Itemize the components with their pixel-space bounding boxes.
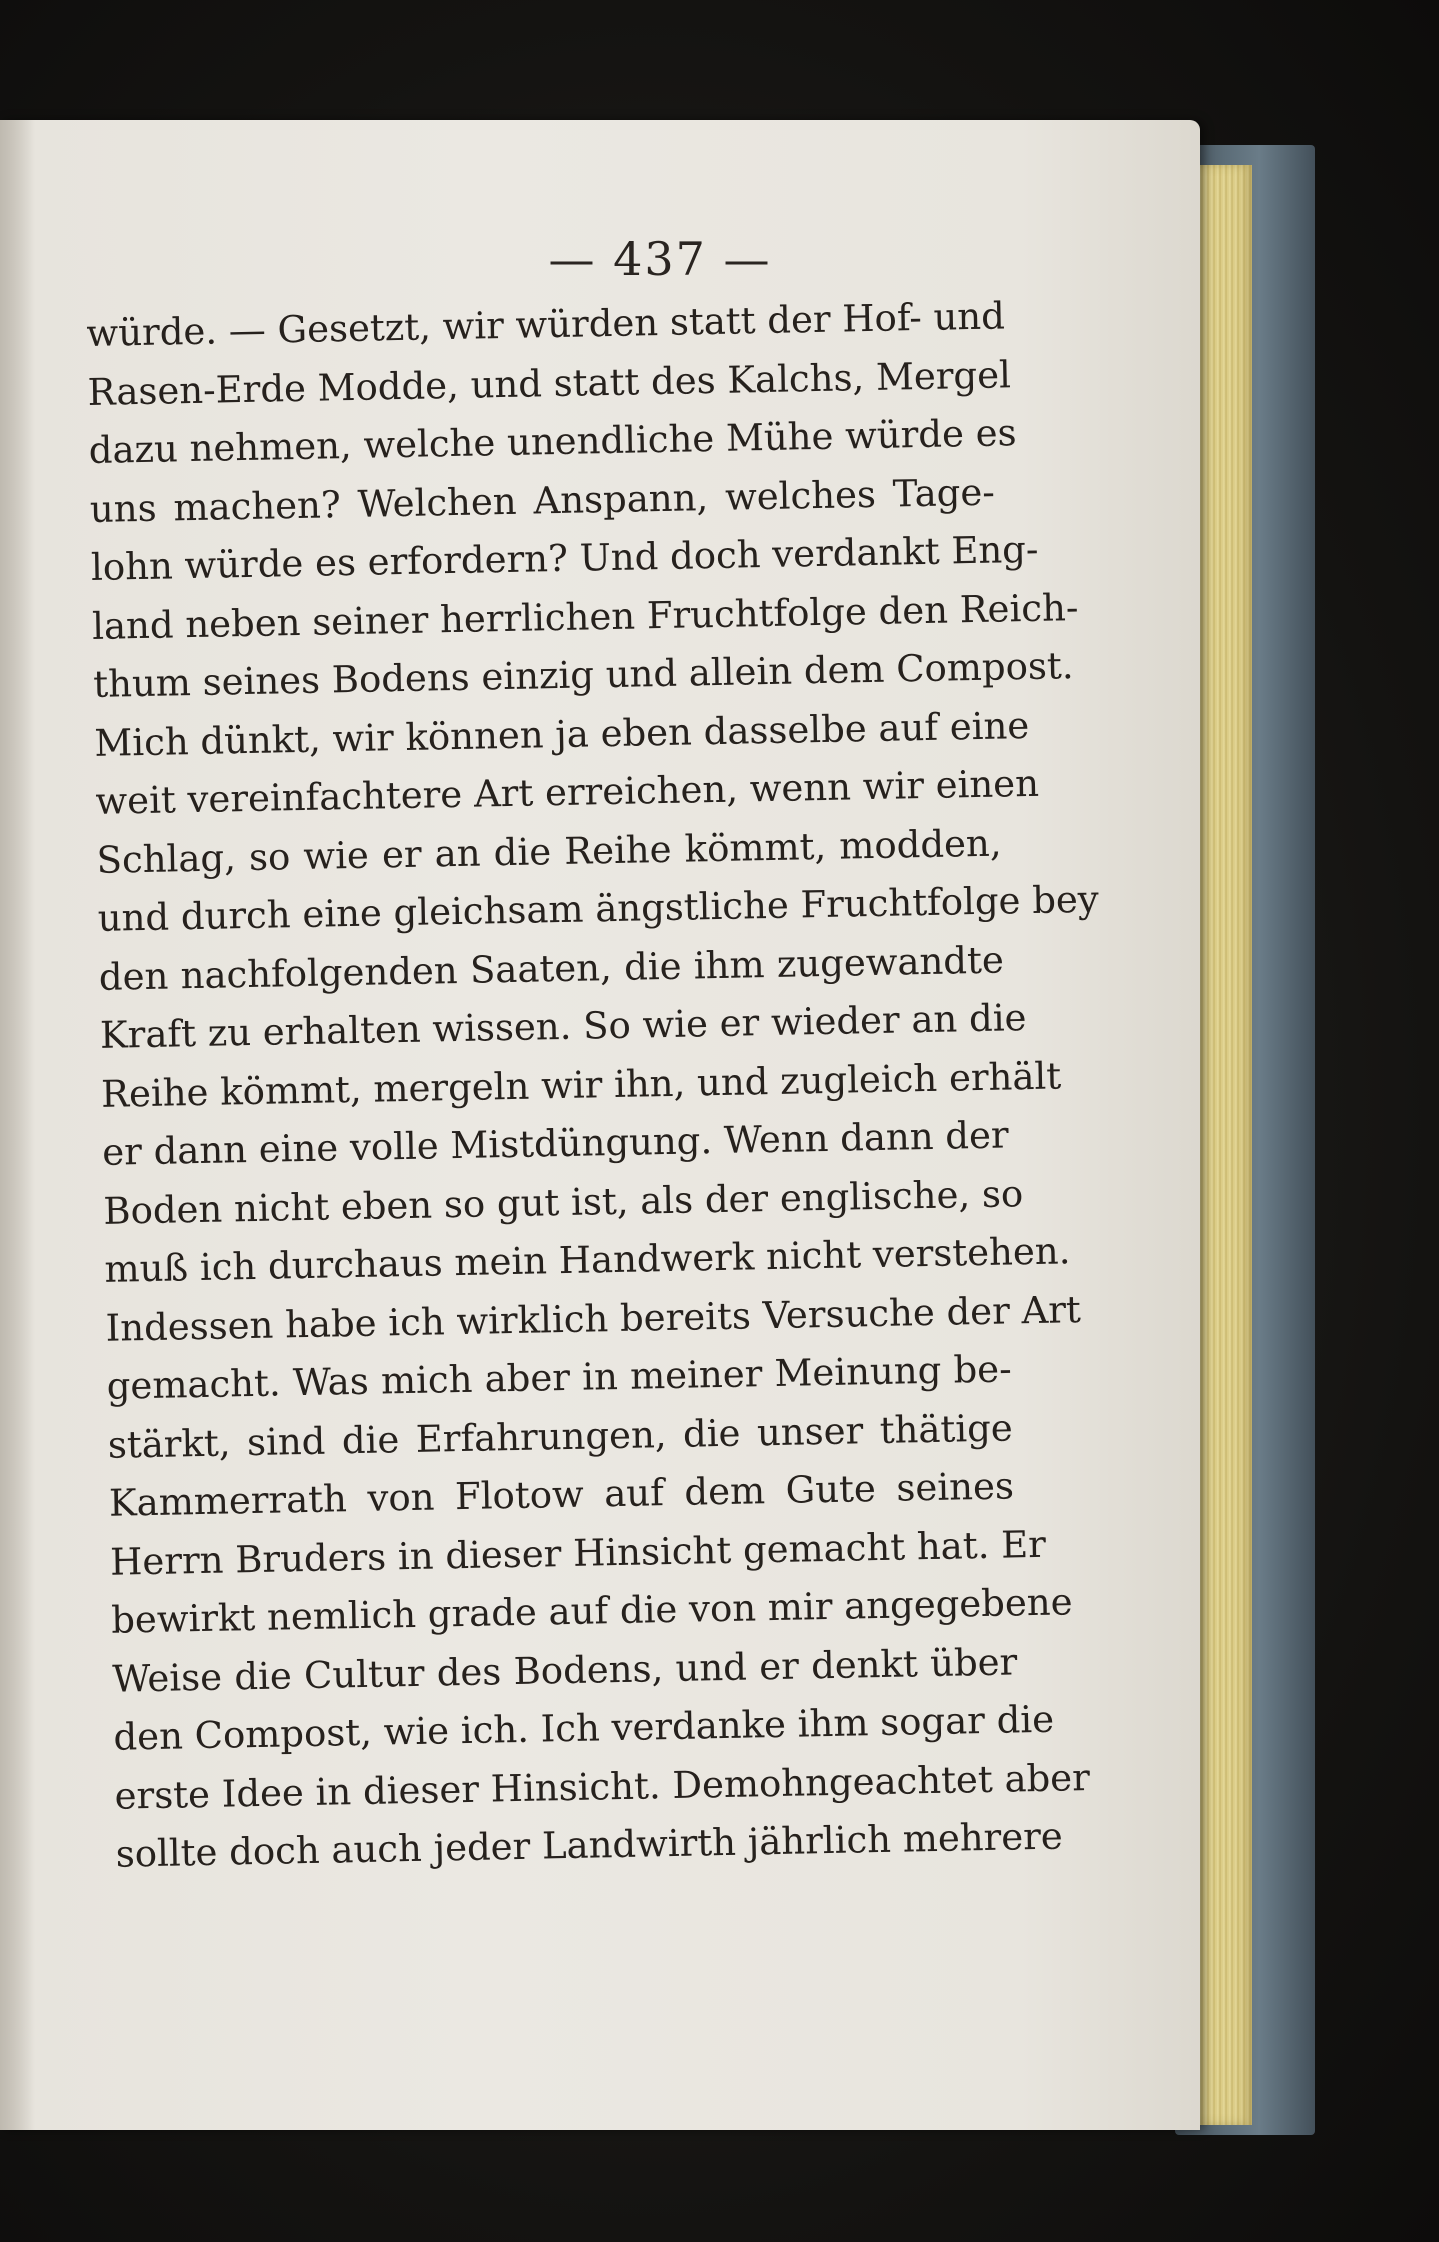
- text-line: land neben seiner herrlichen Fruchtfolge den Reich-: [91, 585, 1079, 648]
- text-line: den nachfolgenden Saaten, die ihm zugewandte: [98, 938, 1005, 999]
- body-text: [86, 288, 1100, 1885]
- text-line: lohn würde es erfordern? Und doch verdankt Eng-: [90, 527, 1039, 589]
- text-line: thum seines Bodens einzig und allein dem Compost.: [92, 644, 1074, 706]
- text-line: weit vereinfachtere Art erreichen, wenn wir einen: [95, 761, 1040, 823]
- text-line: Mich dünkt, wir können ja eben dasselbe auf eine: [93, 703, 1030, 765]
- text-line: erste Idee in dieser Hinsicht. Demohngeachtet aber: [114, 1755, 1091, 1818]
- page-header: [0, 232, 1200, 286]
- text-line: gemacht. Was mich aber in meiner Meinung be-: [106, 1347, 1013, 1408]
- text-line: Rasen-Erde Modde, und statt des Kalchs, Mergel: [87, 352, 1012, 414]
- text-line: sollte doch auch jeder Landwirth jährlich mehrere: [115, 1814, 1064, 1876]
- text-line: stärkt, sind die Erfahrungen, die unser thätige: [107, 1405, 1014, 1467]
- text-line: Indessen habe ich wirklich bereits Versuche der Art: [105, 1287, 1082, 1350]
- page-number: — 437 —: [548, 232, 772, 286]
- text-line: Kraft zu erhalten wissen. So wie er wieder an die: [99, 996, 1027, 1057]
- text-line: bewirkt nemlich grade auf die von mir angegebene: [110, 1580, 1073, 1642]
- text-line: er dann eine volle Mistdüngung. Wenn dann der: [101, 1113, 1009, 1174]
- text-line: uns machen? Welchen Anspann, welches Tage-: [89, 470, 996, 531]
- text-line: würde. — Gesetzt, wir würden statt der Hof- und: [86, 294, 1006, 355]
- text-line: Reihe kömmt, mergeln wir ihn, und zugleich erhält: [100, 1053, 1062, 1116]
- text-line: Weise die Cultur des Bodens, und er denkt über: [111, 1639, 1018, 1701]
- page-gutter-shadow: [0, 120, 34, 2130]
- text-line: Schlag, so wie er an die Reihe kömmt, modden,: [96, 821, 1002, 882]
- text-line: den Compost, wie ich. Ich verdanke ihm sogar die: [113, 1697, 1055, 1759]
- text-line: muß ich durchaus mein Handwerk nicht verstehen.: [104, 1229, 1071, 1291]
- text-line: Boden nicht eben so gut ist, als der englische, so: [102, 1171, 1024, 1233]
- text-line: Herrn Bruders in dieser Hinsicht gemacht hat. Er: [109, 1522, 1047, 1584]
- text-line: und durch eine gleichsam ängstliche Fruchtfolge bey: [97, 877, 1100, 940]
- text-line: dazu nehmen, welche unendliche Mühe würde es: [88, 411, 1017, 472]
- text-line: Kammerrath von Flotow auf dem Gute seines: [108, 1464, 1015, 1525]
